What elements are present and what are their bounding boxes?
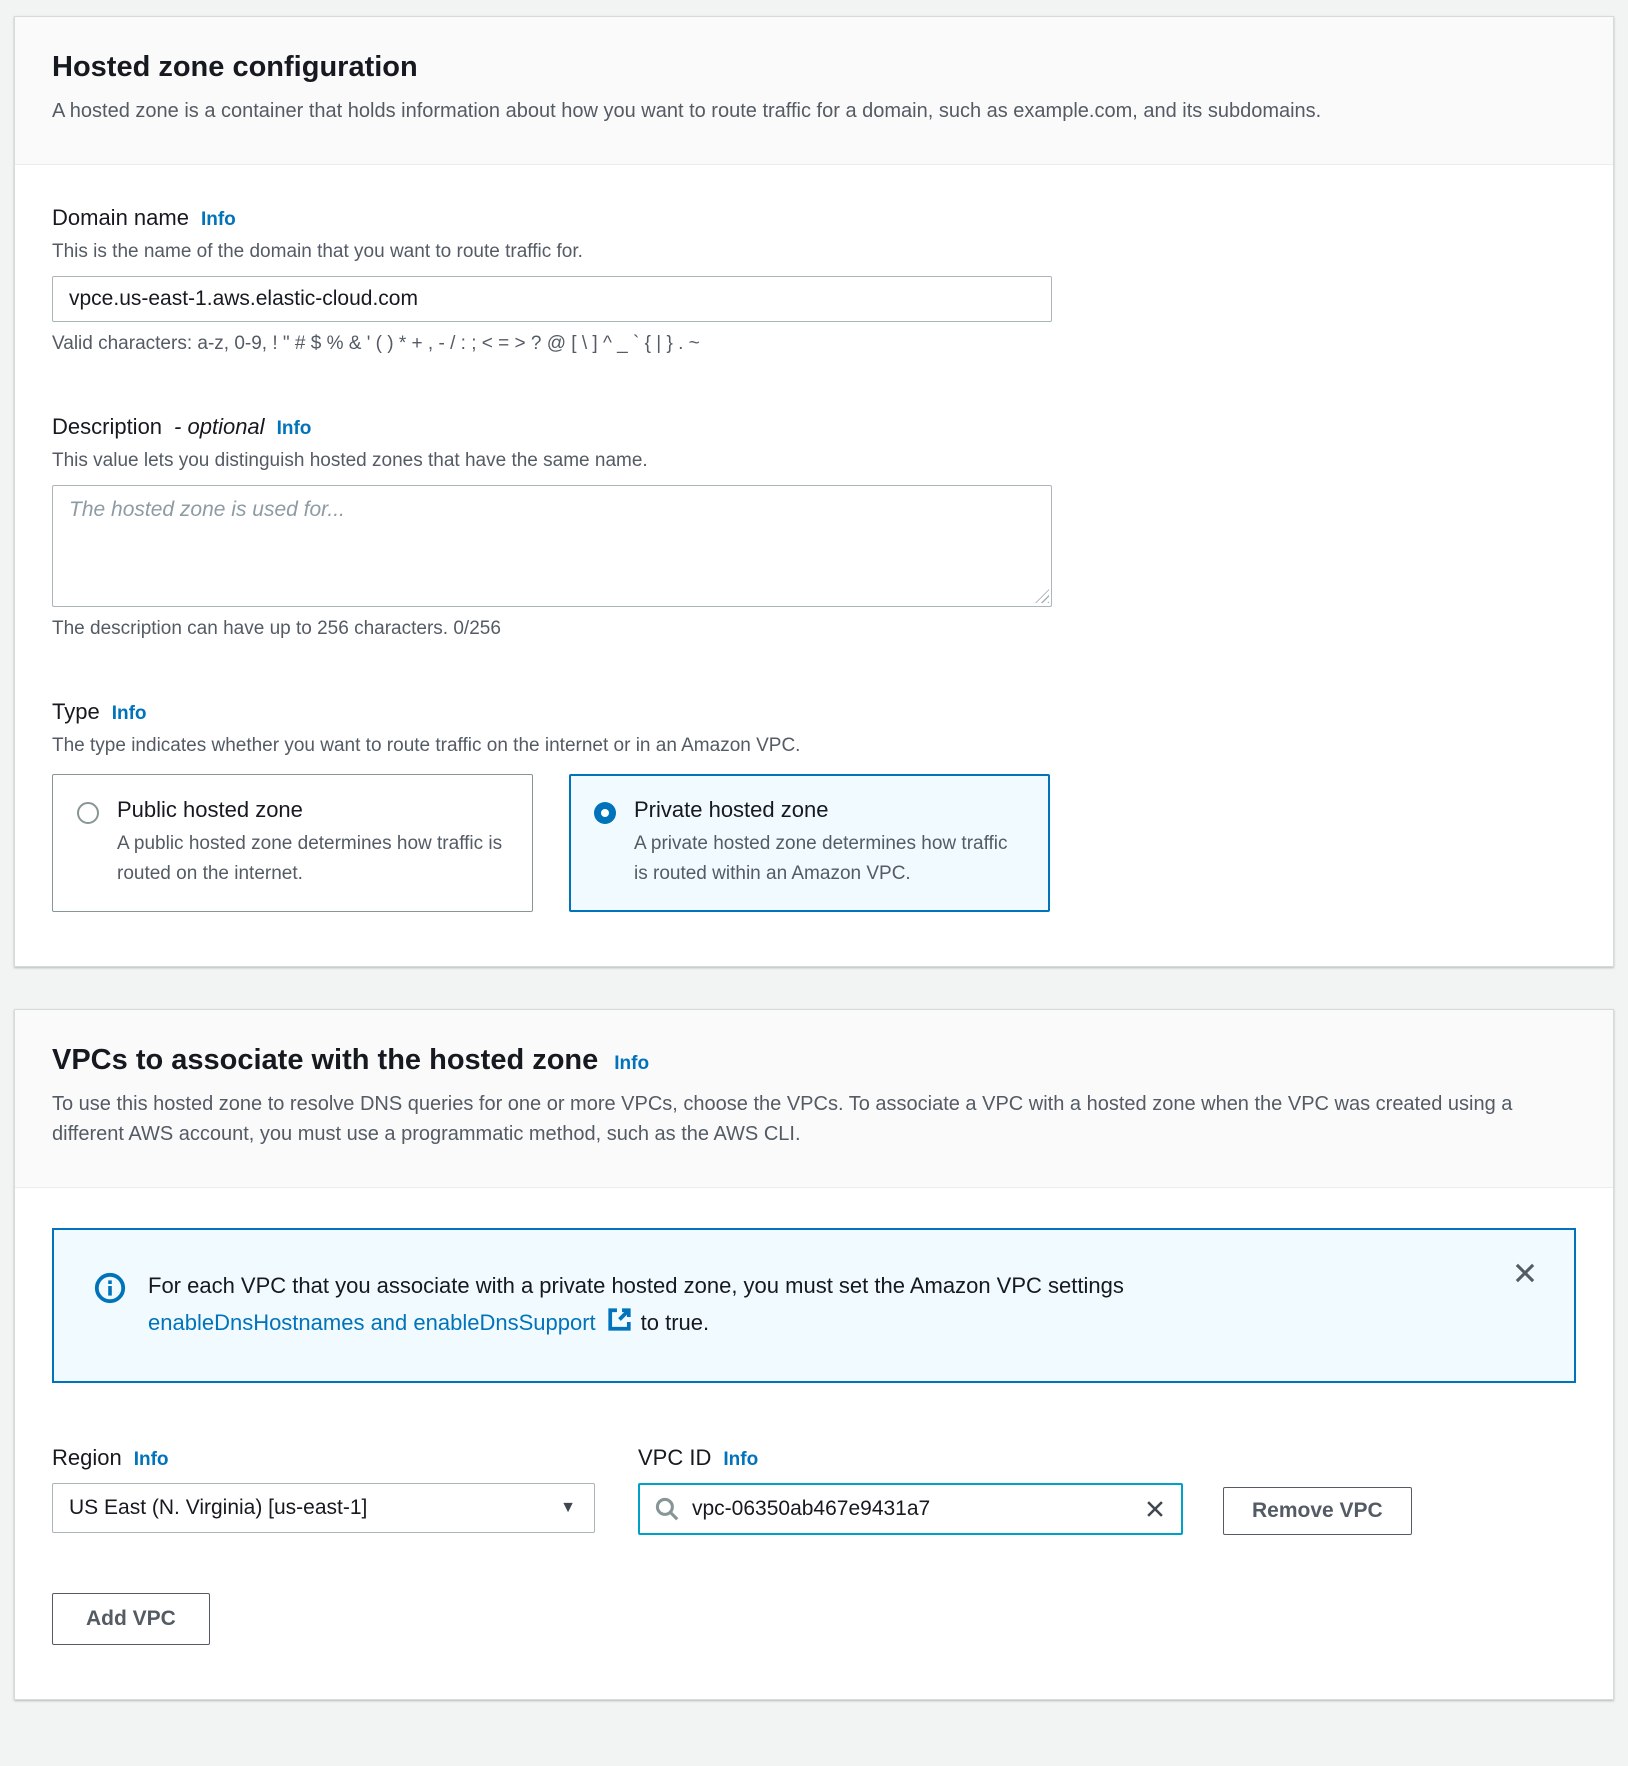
clear-input-icon[interactable] (1143, 1497, 1167, 1521)
hosted-zone-configuration-description: A hosted zone is a container that holds information about how you want to route traffic for a domain, such as example.com, and its subdomains. (52, 100, 1322, 122)
private-hosted-zone-title: Private hosted zone (634, 797, 829, 822)
region-selected-option: US East (N. Virginia) [us-east-1] (69, 1496, 368, 1519)
vpcs-card-body (15, 1188, 1613, 1699)
region-info-link[interactable]: Info (133, 1449, 169, 1470)
public-hosted-zone-title: Public hosted zone (117, 797, 303, 822)
type-radio-group (52, 774, 1576, 912)
domain-name-label-row (52, 205, 1576, 231)
search-icon (654, 1496, 680, 1522)
vpc-settings-info-alert (52, 1228, 1576, 1383)
vpc-id-input-wrap (638, 1483, 1183, 1535)
alert-line-2 (148, 1304, 1124, 1344)
region-column (52, 1445, 595, 1533)
enable-dns-link[interactable]: enableDnsHostnames and enableDnsSupport (148, 1310, 596, 1335)
description-label-row (52, 414, 1576, 440)
vpcs-card-description: To use this hosted zone to resolve DNS queries for one or more VPCs, choose the VPCs. To associate a VPC with a hosted zone when the VPC was created using a different AWS account, you must use a programmatic method, such as the AWS CLI. (52, 1093, 1513, 1145)
hosted-zone-configuration-card (14, 16, 1614, 967)
region-label-row (52, 1445, 595, 1471)
domain-name-input[interactable] (52, 276, 1052, 322)
vpcs-card (14, 1009, 1614, 1700)
alert-after-link: to true. (640, 1310, 710, 1335)
domain-name-info-link[interactable]: Info (200, 209, 236, 230)
vpc-id-label: VPC ID (638, 1445, 712, 1470)
hosted-zone-configuration-body (15, 165, 1613, 966)
alert-line-1: For each VPC that you associate with a private hosted zone, you must set the Amazon VPC settings (148, 1273, 1124, 1298)
type-info-link[interactable]: Info (111, 703, 147, 724)
vpcs-card-title-row (52, 1044, 1576, 1089)
chevron-down-icon: ▼ (560, 1499, 576, 1516)
type-hint: The type indicates whether you want to route traffic on the internet or in an Amazon VPC. (52, 735, 801, 756)
external-link-icon[interactable] (606, 1306, 633, 1344)
radio-unselected-icon (77, 802, 99, 824)
vpcs-card-info-link[interactable]: Info (614, 1053, 650, 1074)
public-hosted-zone-text (117, 797, 508, 889)
hosted-zone-configuration-title: Hosted zone configuration (52, 51, 418, 83)
vpcs-card-title: VPCs to associate with the hosted zone (52, 1044, 599, 1076)
type-field (52, 699, 1576, 912)
type-label: Type (52, 699, 100, 724)
vpc-id-column (638, 1445, 1183, 1535)
remove-vpc-column (1223, 1445, 1412, 1535)
vpc-id-input[interactable] (692, 1497, 1131, 1521)
hosted-zone-configuration-header (15, 17, 1613, 165)
description-textarea[interactable] (52, 485, 1052, 607)
public-hosted-zone-tile[interactable] (52, 774, 533, 912)
remove-vpc-button[interactable]: Remove VPC (1223, 1487, 1412, 1535)
description-label: Description (52, 414, 163, 439)
type-label-row (52, 699, 1576, 725)
add-vpc-button[interactable]: Add VPC (52, 1593, 210, 1645)
private-hosted-zone-description: A private hosted zone determines how traffic is routed within an Amazon VPC. (634, 833, 1008, 884)
vpc-id-label-row (638, 1445, 1183, 1471)
domain-name-label: Domain name (52, 205, 189, 230)
description-constraint: The description can have up to 256 characters. 0/256 (52, 618, 501, 639)
vpc-settings-alert-text (148, 1267, 1124, 1344)
domain-name-constraint: Valid characters: a-z, 0-9, ! " # $ % & ' ( ) * + , - / : ; < = > ? @ [ \ ] ^ _ ` { | } . ~ (52, 333, 700, 354)
region-label: Region (52, 1445, 122, 1470)
description-optional-label: - optional (174, 414, 265, 439)
region-select[interactable] (52, 1483, 595, 1533)
domain-name-field (52, 205, 1576, 358)
info-circle-icon (94, 1272, 126, 1344)
public-hosted-zone-description: A public hosted zone determines how traffic is routed on the internet. (117, 833, 503, 884)
private-hosted-zone-text (634, 797, 1025, 889)
description-info-link[interactable]: Info (276, 418, 312, 439)
vpcs-card-header (15, 1010, 1613, 1188)
vpc-association-row (52, 1445, 1576, 1535)
vpc-id-info-link[interactable]: Info (723, 1449, 759, 1470)
description-field (52, 414, 1576, 643)
radio-selected-icon (594, 802, 616, 824)
domain-name-hint: This is the name of the domain that you want to route traffic for. (52, 241, 583, 262)
description-hint: This value lets you distinguish hosted zones that have the same name. (52, 450, 648, 471)
description-textarea-wrap (52, 485, 1052, 607)
alert-close-icon[interactable] (1512, 1260, 1538, 1286)
private-hosted-zone-tile[interactable] (569, 774, 1050, 912)
